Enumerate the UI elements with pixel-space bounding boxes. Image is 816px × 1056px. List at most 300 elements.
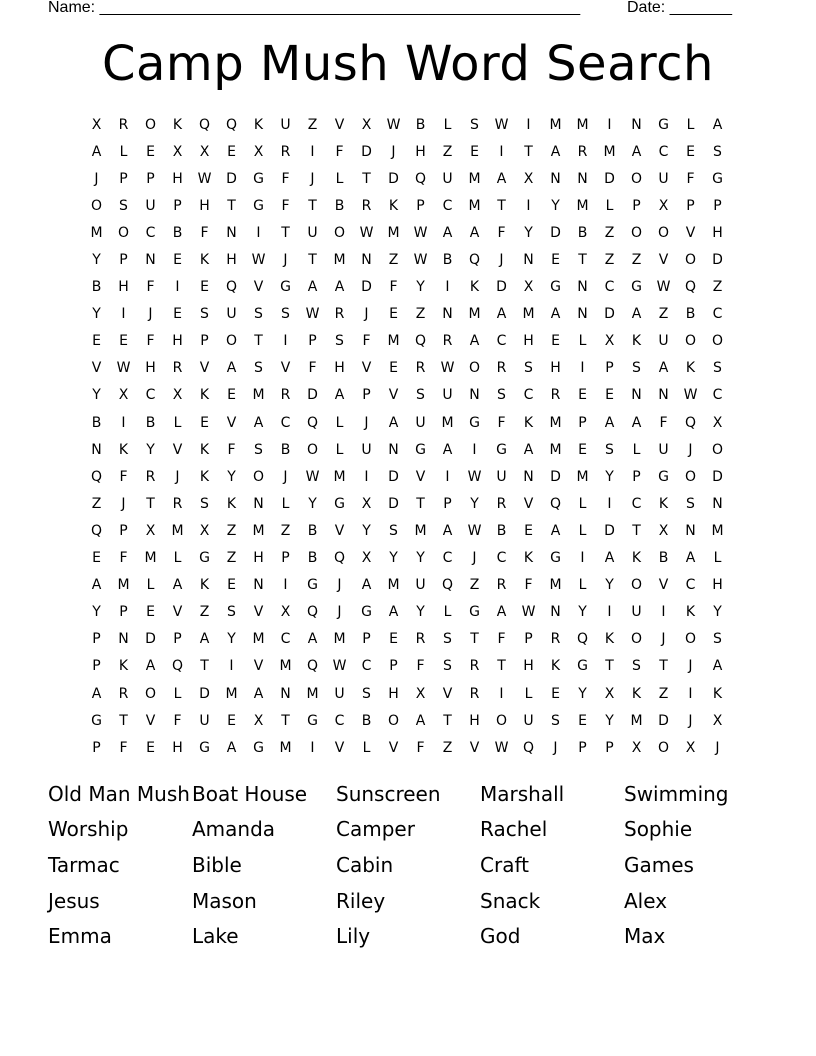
grid-letter: A [631,306,642,323]
grid-letter: Q [225,116,238,133]
grid-letter: N [658,387,669,404]
grid-letter: A [307,279,318,296]
grid-letter: E [119,333,128,350]
grid-letter: X [658,522,669,539]
word-list-item: Lake [192,924,239,949]
grid-letter: T [362,170,371,187]
grid-letter: P [632,197,641,214]
grid-letter: L [578,495,587,512]
grid-letter: V [442,685,453,702]
grid-letter: Q [90,522,103,539]
grid-letter: J [364,306,369,323]
grid-letter: O [252,468,265,485]
grid-letter: A [469,224,480,241]
grid-letter: N [550,604,561,621]
date-field-label[interactable]: Date: _______ [627,0,732,16]
grid-letter: V [469,739,480,756]
grid-letter: F [659,414,668,431]
grid-letter: K [550,658,561,675]
grid-letter: S [254,306,263,323]
grid-letter: J [121,495,126,512]
grid-letter: W [386,116,401,133]
grid-letter: M [387,224,400,241]
grid-letter: H [550,360,561,377]
grid-letter: H [226,252,237,269]
grid-letter: A [388,604,399,621]
grid-letter: D [307,387,318,404]
grid-letter: U [523,712,534,729]
grid-letter: K [631,333,642,350]
grid-letter: C [523,387,534,404]
grid-letter: R [361,197,372,214]
grid-letter: R [496,360,507,377]
word-list-item: Craft [480,852,529,877]
grid-letter: S [416,387,425,404]
grid-letter: E [92,550,101,567]
grid-letter: F [119,468,128,485]
grid-letter: Q [576,631,589,648]
grid-letter: N [685,522,696,539]
grid-letter: X [415,685,426,702]
grid-letter: V [523,495,534,512]
grid-letter: R [496,577,507,594]
grid-letter: T [281,712,290,729]
grid-letter: F [119,550,128,567]
grid-letter: E [605,387,614,404]
grid-letter: R [415,631,426,648]
grid-letter: V [685,224,696,241]
grid-letter: I [283,333,288,350]
grid-letter: M [576,468,589,485]
grid-letter: S [497,387,506,404]
grid-letter: W [521,604,536,621]
grid-letter: A [253,414,264,431]
grid-letter: X [361,116,372,133]
grid-letter: X [658,197,669,214]
grid-letter: P [416,197,425,214]
grid-letter: J [364,414,369,431]
grid-letter: I [229,658,234,675]
grid-letter: G [334,495,345,512]
grid-letter: V [253,658,264,675]
grid-letter: Z [631,252,642,269]
grid-letter: B [145,414,156,431]
grid-letter: U [199,712,210,729]
grid-letter: K [523,550,534,567]
grid-letter: V [334,739,345,756]
word-list-item: Rachel [480,817,548,842]
grid-letter: I [661,604,666,621]
grid-letter: A [442,522,453,539]
grid-letter: U [415,414,426,431]
grid-letter: N [712,495,723,512]
grid-letter: A [550,143,561,160]
grid-letter: K [658,495,669,512]
grid-letter: M [549,441,562,458]
grid-letter: T [659,658,668,675]
grid-letter: B [442,252,453,269]
grid-letter: E [227,387,236,404]
grid-letter: A [226,360,237,377]
grid-letter: O [144,116,157,133]
grid-letter: L [335,170,344,187]
grid-letter: T [200,658,209,675]
grid-letter: X [172,387,183,404]
grid-letter: E [92,333,101,350]
grid-letter: C [496,333,507,350]
grid-letter: G [658,116,669,133]
grid-letter: A [685,550,696,567]
grid-letter: C [280,414,291,431]
grid-letter: I [472,441,477,458]
grid-letter: C [496,550,507,567]
grid-letter: X [523,279,534,296]
grid-letter: D [226,170,237,187]
grid-letter: P [92,631,101,648]
grid-letter: D [388,170,399,187]
grid-letter: V [199,360,210,377]
grid-letter: L [632,441,641,458]
grid-letter: F [335,143,344,160]
grid-letter: C [631,495,642,512]
grid-letter: Z [604,224,615,241]
grid-letter: U [442,170,453,187]
grid-letter: E [389,631,398,648]
grid-letter: H [388,685,399,702]
letter-grid [83,111,731,761]
grid-letter: G [253,739,264,756]
grid-letter: W [440,360,455,377]
grid-letter: Q [468,252,481,269]
grid-letter: E [146,604,155,621]
grid-letter: Z [442,739,453,756]
grid-letter: B [361,712,372,729]
grid-letter: Q [441,577,454,594]
grid-letter: A [550,522,561,539]
grid-letter: S [200,495,209,512]
grid-letter: J [337,604,342,621]
grid-letter: J [688,441,693,458]
grid-letter: K [199,441,210,458]
grid-letter: Q [414,170,427,187]
grid-letter: A [442,224,453,241]
grid-letter: X [118,387,129,404]
grid-letter: J [553,739,558,756]
grid-letter: K [685,360,696,377]
grid-letter: X [523,170,534,187]
grid-letter: Q [684,414,697,431]
grid-letter: B [496,522,507,539]
grid-letter: V [388,387,399,404]
grid-letter: N [577,306,588,323]
grid-letter: D [712,252,723,269]
grid-letter: J [472,550,477,567]
grid-letter: E [551,333,560,350]
grid-letter: M [387,577,400,594]
grid-letter: K [712,685,723,702]
grid-letter: W [305,306,320,323]
word-list-item: Lily [336,924,371,949]
grid-letter: Y [389,550,398,567]
grid-letter: M [549,414,562,431]
grid-letter: K [631,685,642,702]
grid-letter: T [470,631,479,648]
grid-letter: Y [470,495,479,512]
grid-letter: W [494,739,509,756]
grid-letter: N [442,306,453,323]
grid-letter: U [361,441,372,458]
word-list-item: Sophie [624,817,693,842]
grid-letter: S [200,306,209,323]
grid-letter: Q [522,739,535,756]
grid-letter: F [524,577,533,594]
grid-letter: E [470,143,479,160]
grid-letter: S [335,333,344,350]
grid-letter: A [604,550,615,567]
grid-letter: M [603,143,616,160]
grid-letter: A [388,414,399,431]
grid-letter: I [607,116,612,133]
grid-letter: X [604,333,615,350]
grid-letter: F [389,279,398,296]
grid-letter: E [686,143,695,160]
grid-letter: D [199,685,210,702]
grid-letter: S [281,306,290,323]
grid-letter: R [550,387,561,404]
grid-letter: E [173,252,182,269]
grid-letter: H [334,360,345,377]
grid-letter: K [253,116,264,133]
grid-letter: Y [362,522,371,539]
grid-letter: K [199,468,210,485]
grid-letter: V [658,577,669,594]
grid-letter: H [199,197,210,214]
grid-letter: P [713,197,722,214]
grid-letter: V [253,279,264,296]
grid-letter: J [148,306,153,323]
grid-letter: P [92,658,101,675]
grid-letter: S [686,495,695,512]
grid-letter: L [173,685,182,702]
grid-letter: A [226,739,237,756]
grid-letter: B [415,116,426,133]
grid-letter: A [496,170,507,187]
grid-letter: O [711,441,724,458]
grid-letter: W [305,468,320,485]
grid-letter: L [362,739,371,756]
grid-letter: N [91,441,102,458]
grid-letter: T [497,658,506,675]
grid-letter: X [361,495,372,512]
grid-letter: Q [306,604,319,621]
grid-letter: T [281,224,290,241]
grid-letter: J [715,739,720,756]
grid-letter: O [657,224,670,241]
grid-letter: M [144,550,157,567]
grid-letter: T [632,522,641,539]
grid-letter: P [605,739,614,756]
grid-letter: R [442,333,453,350]
grid-letter: L [578,577,587,594]
grid-letter: E [146,739,155,756]
grid-letter: B [91,414,102,431]
grid-letter: J [283,468,288,485]
grid-letter: S [119,197,128,214]
grid-letter: M [333,468,346,485]
grid-letter: L [173,414,182,431]
grid-letter: G [253,197,264,214]
grid-letter: M [576,116,589,133]
grid-letter: Y [92,604,101,621]
grid-letter: E [227,577,236,594]
grid-letter: N [118,631,129,648]
grid-letter: I [310,143,315,160]
grid-letter: V [361,360,372,377]
grid-letter: N [253,577,264,594]
grid-letter: A [334,387,345,404]
grid-letter: Z [199,604,210,621]
grid-letter: V [172,441,183,458]
grid-letter: W [683,387,698,404]
grid-letter: B [91,279,102,296]
grid-letter: J [94,170,99,187]
grid-letter: F [173,712,182,729]
grid-letter: P [92,739,101,756]
grid-letter: F [281,170,290,187]
grid-letter: V [226,414,237,431]
grid-letter: A [658,360,669,377]
grid-letter: Y [578,685,587,702]
grid-letter: C [685,577,696,594]
grid-letter: B [334,197,345,214]
grid-letter: A [253,685,264,702]
grid-letter: S [254,360,263,377]
grid-letter: K [172,116,183,133]
grid-letter: Q [306,658,319,675]
grid-letter: N [469,387,480,404]
grid-letter: G [550,279,561,296]
grid-letter: L [578,333,587,350]
grid-letter: P [362,631,371,648]
grid-letter: C [658,143,669,160]
grid-letter: Y [227,631,236,648]
grid-letter: N [280,685,291,702]
grid-letter: D [712,468,723,485]
grid-letter: Y [713,604,722,621]
grid-letter: K [631,550,642,567]
grid-letter: X [280,604,291,621]
grid-letter: S [605,441,614,458]
grid-letter: R [145,468,156,485]
grid-letter: E [146,143,155,160]
grid-letter: X [361,550,372,567]
grid-letter: A [631,414,642,431]
grid-letter: O [711,333,724,350]
grid-letter: Y [92,387,101,404]
grid-letter: X [253,143,264,160]
grid-letter: N [550,170,561,187]
grid-letter: A [91,577,102,594]
grid-letter: K [523,414,534,431]
grid-letter: X [631,739,642,756]
grid-letter: I [526,116,531,133]
grid-letter: J [688,712,693,729]
grid-letter: H [712,224,723,241]
grid-letter: K [199,577,210,594]
grid-letter: A [604,414,615,431]
grid-letter: Q [333,550,346,567]
name-field-label[interactable]: Name: ______________________________________________________ [48,0,581,16]
word-list [48,776,768,954]
grid-letter: G [577,658,588,675]
grid-letter: Z [469,577,480,594]
grid-letter: D [658,712,669,729]
grid-letter: N [145,252,156,269]
word-list-item: Sunscreen [336,781,441,806]
grid-letter: P [146,170,155,187]
grid-letter: H [172,333,183,350]
grid-letter: M [279,658,292,675]
grid-letter: F [497,631,506,648]
grid-letter: Q [171,658,184,675]
grid-letter: X [145,522,156,539]
grid-letter: Z [712,279,723,296]
grid-letter: O [684,631,697,648]
grid-letter: L [173,550,182,567]
grid-letter: U [280,116,291,133]
grid-letter: G [199,739,210,756]
word-list-item: Boat House [192,781,308,806]
grid-letter: A [631,143,642,160]
grid-letter: H [469,712,480,729]
grid-letter: I [445,279,450,296]
grid-letter: C [442,197,453,214]
grid-letter: M [468,197,481,214]
grid-letter: P [443,495,452,512]
grid-letter: U [307,224,318,241]
grid-letter: O [495,712,508,729]
grid-letter: I [445,468,450,485]
grid-letter: N [388,441,399,458]
grid-letter: J [283,252,288,269]
grid-letter: P [578,739,587,756]
grid-letter: C [712,387,723,404]
grid-letter: G [469,604,480,621]
grid-letter: Y [146,441,155,458]
grid-letter: E [200,414,209,431]
grid-letter: U [145,197,156,214]
grid-letter: U [442,387,453,404]
grid-letter: A [442,441,453,458]
grid-letter: F [686,170,695,187]
grid-letter: D [361,143,372,160]
grid-letter: Y [551,197,560,214]
grid-letter: Z [307,116,318,133]
grid-letter: G [415,441,426,458]
grid-letter: R [118,685,129,702]
grid-letter: Q [90,468,103,485]
grid-letter: W [467,468,482,485]
grid-letter: M [279,739,292,756]
grid-letter: M [252,522,265,539]
grid-letter: X [199,143,210,160]
grid-letter: P [362,387,371,404]
grid-letter: C [442,550,453,567]
grid-letter: M [468,170,481,187]
grid-letter: W [251,252,266,269]
grid-letter: K [685,604,696,621]
grid-letter: P [173,631,182,648]
